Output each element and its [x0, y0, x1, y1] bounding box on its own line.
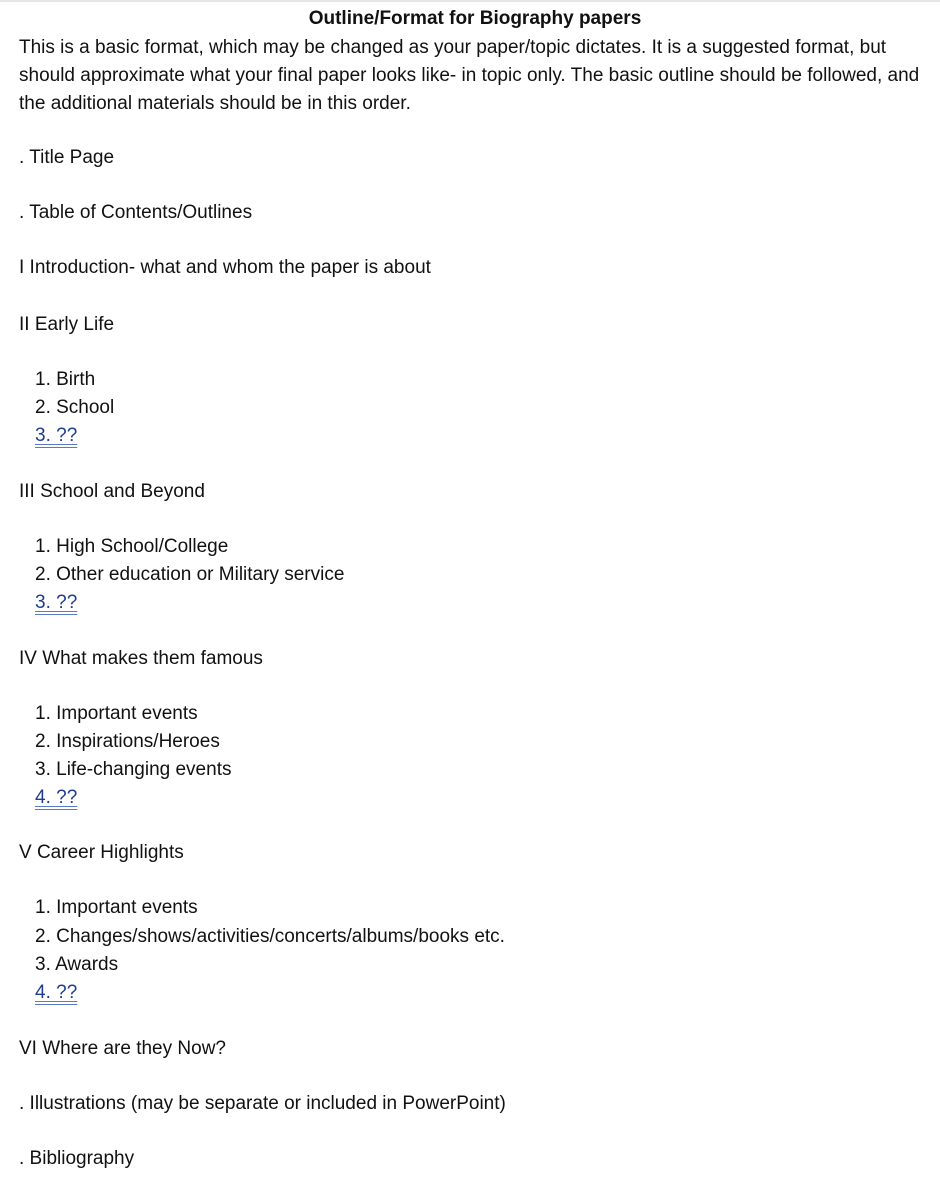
- section-heading-early-life: II Early Life: [19, 314, 115, 335]
- placeholder-item: 4. ??: [35, 787, 78, 808]
- list-item: 2. Inspirations/Heroes: [35, 731, 220, 752]
- bibliography-entry: . Bibliography: [19, 1148, 135, 1169]
- list-item: 2. School: [35, 397, 115, 418]
- title-page-entry: . Title Page: [19, 147, 115, 168]
- list-item: 1. Important events: [35, 897, 198, 918]
- placeholder-item: 3. ??: [35, 592, 78, 613]
- list-item: 3. Life-changing events: [35, 759, 232, 780]
- section-heading-career-highlights: V Career Highlights: [19, 842, 184, 863]
- document-title: Outline/Format for Biography papers: [308, 8, 642, 29]
- illustrations-entry: . Illustrations (may be separate or included in PowerPoint): [19, 1093, 506, 1114]
- list-item: 1. High School/College: [35, 536, 229, 557]
- introduction-entry: I Introduction- what and whom the paper is about: [19, 257, 431, 278]
- section-heading-school-and-beyond: III School and Beyond: [19, 481, 205, 502]
- table-of-contents-entry: . Table of Contents/Outlines: [19, 202, 253, 223]
- list-item: 3. Awards: [35, 954, 119, 975]
- section-heading-where-now: VI Where are they Now?: [19, 1038, 226, 1059]
- intro-paragraph: This is a basic format, which may be changed as your paper/topic dictates. It is a suggested format, but should approximate what your final paper looks like- in topic only. The basic outline should be followed, and the additional materials should be in this order.: [19, 37, 920, 114]
- placeholder-item: 3. ??: [35, 425, 78, 446]
- top-divider: [0, 0, 940, 2]
- list-item: 1. Birth: [35, 369, 96, 390]
- list-item: 2. Other education or Military service: [35, 564, 345, 585]
- placeholder-item: 4. ??: [35, 982, 78, 1003]
- list-item: 1. Important events: [35, 703, 198, 724]
- list-item: 2. Changes/shows/activities/concerts/albums/books etc.: [35, 926, 505, 947]
- section-heading-famous: IV What makes them famous: [19, 648, 263, 669]
